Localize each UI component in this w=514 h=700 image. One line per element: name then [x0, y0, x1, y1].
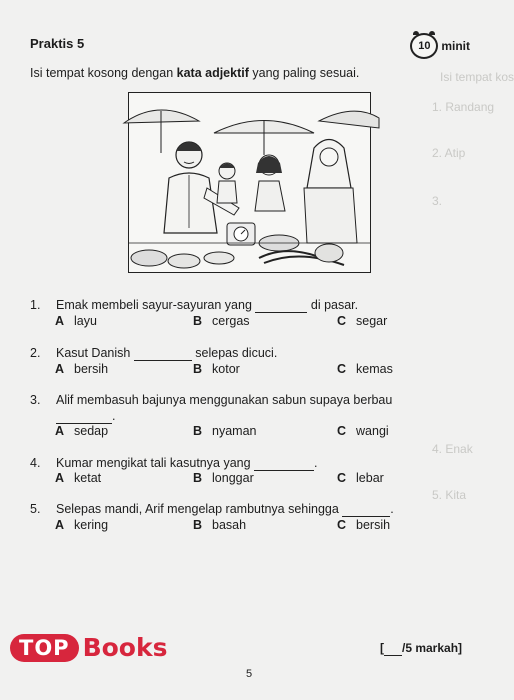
option-c[interactable]: C kemas [337, 362, 393, 376]
question-2: 2. Kasut Danish selepas dicuci. [30, 346, 278, 360]
answer-blank[interactable] [255, 298, 307, 313]
timer-badge [410, 33, 470, 59]
bleed-through-text-4: 3. [432, 194, 443, 208]
option-a[interactable]: A bersih [55, 362, 109, 376]
instruction-keyword: kata adjektif [176, 66, 249, 80]
bleed-through-text-2: 1. Randang [432, 100, 495, 114]
question-1: 1. Emak membeli sayur-sayuran yang di pasar. [30, 298, 359, 312]
page-number: 5 [245, 668, 253, 680]
option-b[interactable]: B longgar [193, 471, 254, 485]
option-a[interactable]: A layu [55, 314, 97, 328]
question-3-line-2: . [30, 409, 450, 424]
option-c[interactable]: C bersih [337, 518, 391, 532]
option-c[interactable]: C wangi [337, 424, 389, 438]
instruction-text: Isi tempat kosong dengan kata adjektif yang paling sesuai. [30, 66, 360, 80]
option-a[interactable]: A ketat [55, 471, 102, 485]
option-a[interactable]: A sedap [55, 424, 109, 438]
topbooks-logo [10, 633, 168, 662]
question-3: 3. Alif membasuh bajunya menggunakan sabun supaya berbau [30, 393, 393, 407]
market-illustration [128, 92, 371, 273]
answer-blank[interactable] [254, 456, 314, 471]
answer-blank[interactable] [342, 502, 390, 517]
answer-blank[interactable] [56, 409, 112, 424]
option-b[interactable]: B basah [193, 518, 247, 532]
market-scene-drawing [129, 93, 370, 272]
question-5: 5. Selepas mandi, Arif mengelap rambutnya sehingga . [30, 502, 394, 516]
answer-blank[interactable] [134, 346, 192, 361]
logo-top: TOP [10, 634, 79, 662]
bleed-through-text-3: 2. Atip [432, 146, 466, 160]
option-c[interactable]: C lebar [337, 471, 384, 485]
option-b[interactable]: B kotor [193, 362, 240, 376]
bleed-through-text-6: 5. Kita [432, 488, 467, 502]
worksheet-header [30, 33, 470, 57]
timer-unit: minit [441, 39, 470, 53]
score-blank[interactable] [384, 641, 402, 656]
bleed-through-text-1: Isi tempat kos [440, 70, 514, 84]
logo-books: Books [82, 633, 168, 662]
option-b[interactable]: B cergas [193, 314, 250, 328]
alarm-clock-icon [410, 33, 438, 59]
option-b[interactable]: B nyaman [193, 424, 257, 438]
option-a[interactable]: A kering [55, 518, 109, 532]
bleed-through-text-5: 4. Enak [432, 442, 473, 456]
score-box: [ /5 markah] [380, 641, 463, 655]
question-4: 4. Kumar mengikat tali kasutnya yang . [30, 456, 318, 470]
page-title: Praktis 5 [30, 36, 85, 51]
timer-value: 10 [418, 40, 431, 52]
option-c[interactable]: C segar [337, 314, 388, 328]
